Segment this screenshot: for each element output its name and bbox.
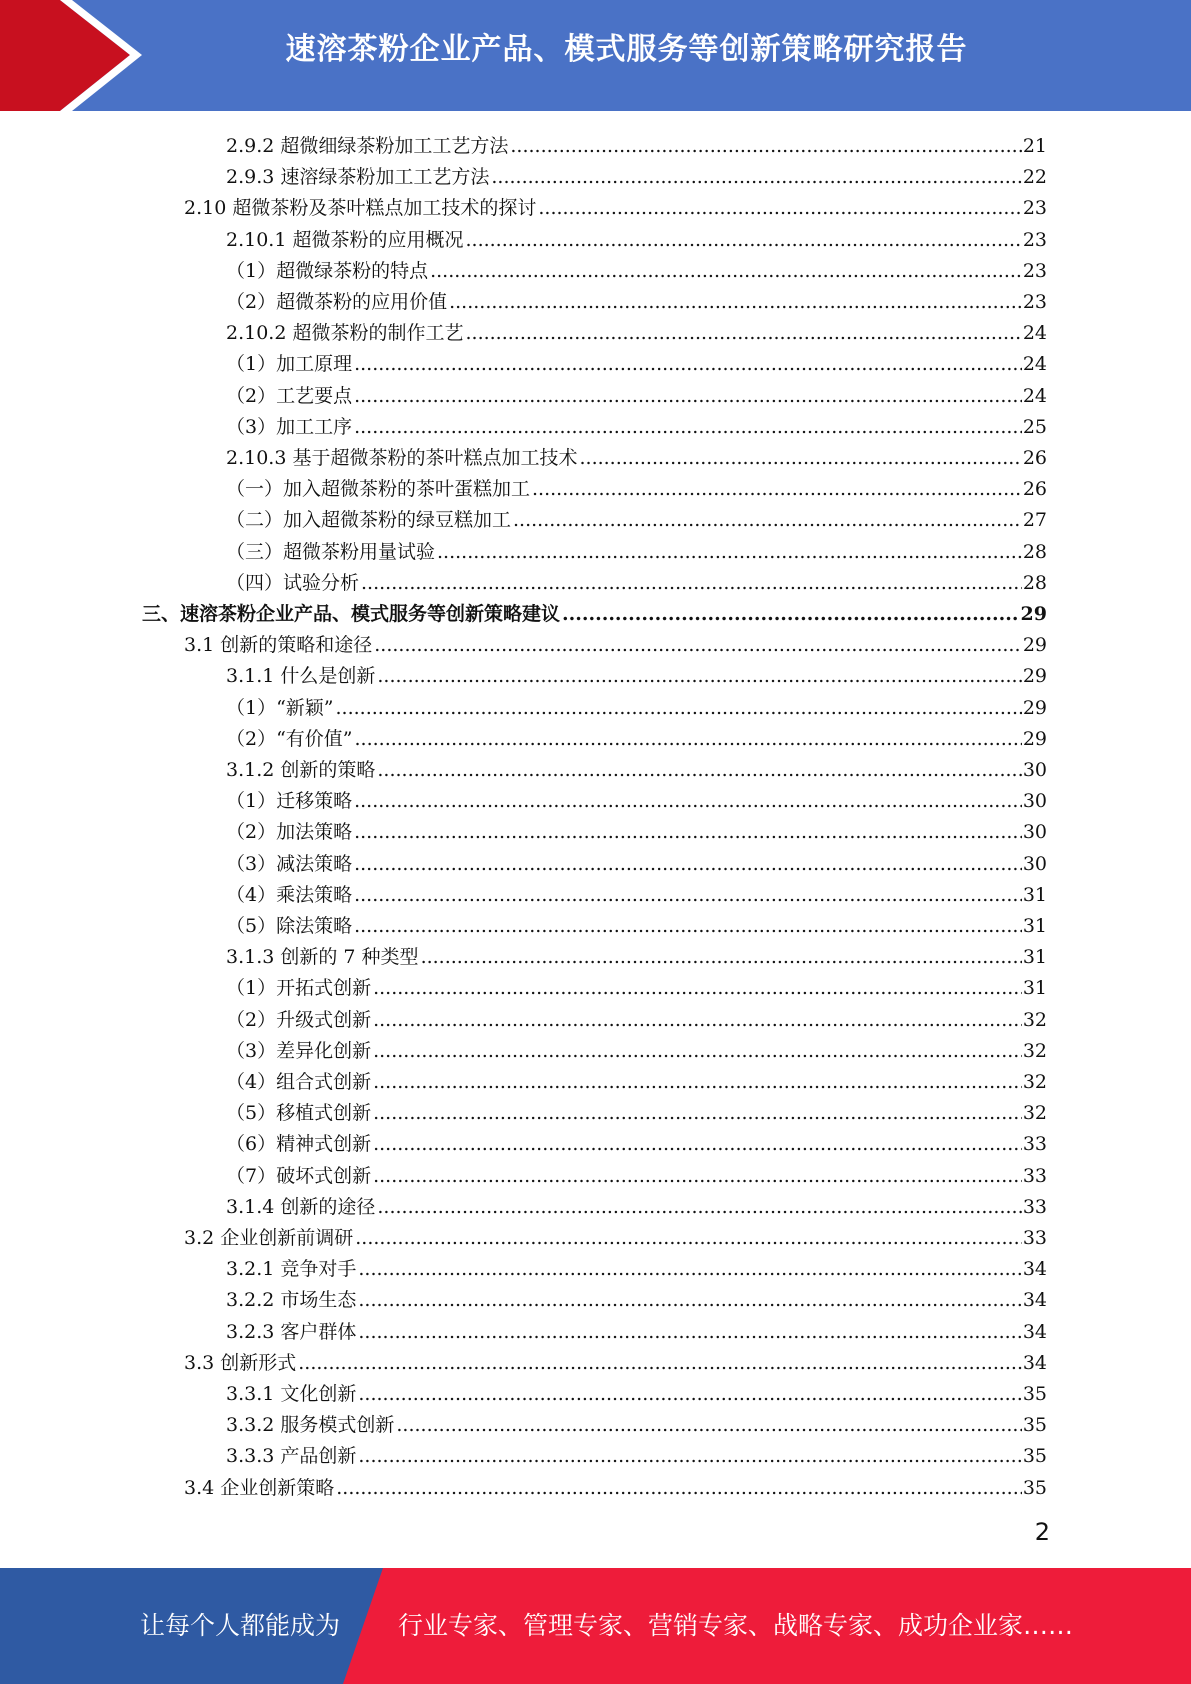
toc-dot-leader: [532, 477, 1022, 501]
toc-entry-label: （3）加工工序: [226, 415, 353, 438]
toc-dot-leader: [377, 664, 1021, 688]
toc-entry-label: （7）破坏式创新: [226, 1164, 372, 1187]
toc-dot-leader: [354, 820, 1022, 844]
toc-entry[interactable]: [226, 1125, 1047, 1156]
toc-entry-label: （四）试验分析: [226, 571, 360, 594]
toc-entry[interactable]: [184, 1469, 1047, 1500]
toc-entry-label: （二）加入超微茶粉的绿豆糕加工: [226, 509, 512, 532]
toc-dot-leader: [358, 1257, 1021, 1281]
toc-entry-label: （5）移植式创新: [226, 1102, 372, 1125]
toc-entry-page: 23: [1022, 259, 1047, 282]
toc-entry-page: 35: [1022, 1383, 1047, 1405]
toc-dot-leader: [449, 290, 1022, 314]
toc-entry[interactable]: [184, 1219, 1047, 1250]
toc-entry-page: 26: [1022, 447, 1047, 469]
toc-entry-label: 2.10.2 超微茶粉的制作工艺: [226, 322, 464, 345]
toc-entry[interactable]: [142, 595, 1047, 626]
page-footer: [0, 1568, 1191, 1684]
toc-entry-page: 34: [1022, 1351, 1047, 1374]
toc-dot-leader: [354, 789, 1022, 813]
toc-dot-leader: [358, 1444, 1021, 1468]
toc-entry-label: （1）加工原理: [226, 353, 353, 376]
toc-entry[interactable]: [226, 252, 1047, 283]
toc-dot-leader: [373, 1101, 1022, 1125]
toc-entry-page: 31: [1022, 883, 1047, 906]
toc-dot-leader: [465, 321, 1021, 345]
toc-entry[interactable]: [226, 813, 1047, 844]
toc-entry-page: 33: [1022, 1227, 1047, 1249]
toc-dot-leader: [358, 1320, 1021, 1344]
toc-dot-leader: [336, 1476, 1022, 1500]
toc-entry-page: 28: [1022, 540, 1047, 563]
toc-entry-page: 29: [1022, 696, 1047, 719]
toc-dot-leader: [538, 196, 1021, 220]
toc-dot-leader: [373, 1070, 1022, 1094]
toc-entry-page: 31: [1022, 977, 1047, 1000]
toc-dot-leader: [510, 134, 1021, 158]
toc-entry[interactable]: [226, 1250, 1047, 1281]
toc-entry-label: （2）超微茶粉的应用价值: [226, 291, 448, 313]
toc-entry-label: （一）加入超微茶粉的茶叶蛋糕加工: [226, 478, 531, 501]
toc-entry-label: 3.3.1 文化创新: [226, 1383, 357, 1405]
toc-entry-page: 35: [1022, 1445, 1047, 1468]
toc-entry[interactable]: [226, 845, 1047, 876]
toc-entry[interactable]: [184, 626, 1047, 657]
toc-dot-leader: [374, 633, 1022, 657]
toc-entry[interactable]: [226, 127, 1047, 158]
footer-slogan-left: 让每个人都能成为: [140, 1611, 341, 1640]
toc-entry-page: 33: [1022, 1195, 1047, 1218]
toc-entry-label: （1）开拓式创新: [226, 977, 372, 1000]
toc-entry[interactable]: [226, 408, 1047, 439]
toc-entry-page: 24: [1022, 384, 1047, 407]
toc-entry[interactable]: [226, 1032, 1047, 1063]
toc-dot-leader: [354, 384, 1022, 408]
toc-entry-page: 26: [1022, 478, 1047, 501]
toc-entry-label: （2）工艺要点: [226, 384, 353, 407]
toc-entry-page: 31: [1022, 915, 1047, 937]
toc-entry[interactable]: [226, 1094, 1047, 1125]
toc-entry[interactable]: [226, 314, 1047, 345]
toc-entry[interactable]: [226, 158, 1047, 189]
toc-dot-leader: [373, 1039, 1022, 1063]
toc-entry-page: 29: [1022, 634, 1047, 657]
toc-entry-label: 2.9.3 速溶绿茶粉加工工艺方法: [226, 166, 490, 189]
toc-entry[interactable]: [226, 689, 1047, 720]
toc-entry-label: 3.2.3 客户群体: [226, 1320, 357, 1343]
toc-entry-page: 34: [1022, 1289, 1047, 1312]
toc-entry-label: 3.1 创新的策略和途径: [184, 634, 373, 657]
toc-entry[interactable]: [226, 1406, 1047, 1437]
toc-entry-page: 27: [1022, 509, 1047, 532]
toc-entry[interactable]: [226, 720, 1047, 751]
toc-entry-label: （4）乘法策略: [226, 883, 353, 906]
toc-entry-label: （1）迁移策略: [226, 790, 353, 813]
toc-entry-page: 23: [1022, 197, 1047, 220]
toc-entry[interactable]: [226, 782, 1047, 813]
toc-dot-leader: [336, 696, 1022, 720]
toc-entry[interactable]: [226, 221, 1047, 252]
toc-entry[interactable]: [226, 907, 1047, 938]
toc-entry-page: 32: [1022, 1039, 1047, 1062]
toc-entry[interactable]: [226, 501, 1047, 532]
toc-entry-page: 34: [1022, 1320, 1047, 1343]
toc-entry-page: 30: [1022, 852, 1047, 875]
toc-entry-label: 2.10.1 超微茶粉的应用概况: [226, 228, 464, 251]
toc-entry[interactable]: [226, 1001, 1047, 1032]
toc-entry-page: 29: [1020, 603, 1047, 625]
toc-entry-page: 25: [1022, 415, 1047, 438]
toc-entry-page: 23: [1022, 291, 1047, 313]
toc-dot-leader: [373, 1132, 1022, 1156]
toc-entry-label: 3.3.3 产品创新: [226, 1445, 357, 1468]
toc-entry-label: 3.1.1 什么是创新: [226, 665, 376, 688]
toc-dot-leader: [513, 508, 1022, 532]
page-number: 2: [1034, 1518, 1050, 1546]
toc-entry[interactable]: [226, 876, 1047, 907]
toc-dot-leader: [377, 1195, 1021, 1219]
toc-entry-label: （1）“新颖”: [226, 696, 334, 719]
toc-entry-label: （1）超微绿茶粉的特点: [226, 259, 429, 282]
toc-entry-label: 3.3 创新形式: [184, 1351, 297, 1374]
toc-entry-label: （2）加法策略: [226, 821, 353, 844]
toc-entry[interactable]: [226, 1375, 1047, 1406]
toc-entry-page: 23: [1022, 228, 1047, 251]
toc-entry-label: 2.10.3 基于超微茶粉的茶叶糕点加工技术: [226, 447, 578, 469]
toc-dot-leader: [373, 976, 1022, 1000]
toc-dot-leader: [358, 1288, 1021, 1312]
toc-entry[interactable]: [226, 969, 1047, 1000]
toc-entry-label: 3.1.4 创新的途径: [226, 1195, 376, 1218]
toc-entry-label: 2.9.2 超微细绿茶粉加工工艺方法: [226, 135, 509, 157]
toc-dot-leader: [377, 758, 1021, 782]
toc-dot-leader: [354, 852, 1022, 876]
toc-dot-leader: [430, 259, 1022, 283]
toc-dot-leader: [373, 1008, 1022, 1032]
toc-entry-page: 24: [1022, 322, 1047, 345]
toc-entry-label: （3）减法策略: [226, 852, 353, 875]
toc-entry-label: 2.10 超微茶粉及茶叶糕点加工技术的探讨: [184, 197, 537, 220]
toc-dot-leader: [354, 415, 1022, 439]
toc-entry-page: 33: [1022, 1133, 1047, 1156]
toc-entry-page: 35: [1022, 1414, 1047, 1437]
toc-dot-leader: [465, 228, 1021, 252]
toc-entry[interactable]: [226, 938, 1047, 969]
report-title: 速溶茶粉企业产品、模式服务等创新策略研究报告: [285, 32, 968, 67]
toc-dot-leader: [373, 1164, 1022, 1188]
toc-dot-leader: [354, 914, 1022, 938]
toc-entry[interactable]: [226, 657, 1047, 688]
toc-entry[interactable]: [226, 1437, 1047, 1468]
toc-entry-label: （6）精神式创新: [226, 1133, 372, 1156]
toc-entry[interactable]: [226, 345, 1047, 376]
toc-entry-label: 3.2.1 竞争对手: [226, 1258, 357, 1281]
toc-entry-page: 32: [1022, 1008, 1047, 1031]
toc-entry[interactable]: [226, 533, 1047, 564]
toc-dot-leader: [437, 540, 1022, 564]
toc-dot-leader: [358, 1382, 1021, 1406]
toc-dot-leader: [354, 352, 1022, 376]
footer-slogan-right: 行业专家、管理专家、营销专家、战略专家、成功企业家……: [398, 1611, 1074, 1640]
toc-dot-leader: [562, 602, 1020, 626]
toc-entry[interactable]: [226, 470, 1047, 501]
toc-entry-label: 3.4 企业创新策略: [184, 1476, 335, 1499]
toc-entry-label: 三、速溶茶粉企业产品、模式服务等创新策略建议: [142, 603, 561, 625]
toc-entry-page: 29: [1022, 727, 1047, 750]
toc-entry-label: （2）升级式创新: [226, 1008, 372, 1031]
toc-entry-page: 31: [1022, 946, 1047, 969]
toc-entry-label: 3.1.3 创新的 7 种类型: [226, 946, 419, 969]
toc-entry-page: 30: [1022, 821, 1047, 844]
toc-dot-leader: [396, 1413, 1021, 1437]
toc-dot-leader: [355, 727, 1022, 751]
toc-entry[interactable]: [184, 189, 1047, 220]
toc-entry[interactable]: [226, 1157, 1047, 1188]
toc-entry[interactable]: [226, 564, 1047, 595]
toc-entry-label: （4）组合式创新: [226, 1071, 372, 1093]
toc-entry-label: 3.3.2 服务模式创新: [226, 1414, 395, 1437]
toc-entry[interactable]: [226, 283, 1047, 314]
toc-entry-label: 3.1.2 创新的策略: [226, 759, 376, 781]
page-header: [0, 0, 1191, 111]
toc-entry[interactable]: [226, 1281, 1047, 1312]
toc-entry-page: 33: [1022, 1164, 1047, 1187]
toc-entry[interactable]: [184, 1344, 1047, 1375]
toc-entry-label: 3.2 企业创新前调研: [184, 1227, 354, 1249]
toc-dot-leader: [298, 1351, 1022, 1375]
toc-entry-label: （2）“有价值”: [226, 727, 353, 750]
toc-dot-leader: [421, 945, 1022, 969]
toc-entry[interactable]: [226, 377, 1047, 408]
toc-entry-page: 30: [1022, 790, 1047, 813]
toc-entry-page: 34: [1022, 1258, 1047, 1281]
toc-entry-page: 21: [1022, 135, 1047, 157]
toc-dot-leader: [361, 571, 1022, 595]
toc-entry[interactable]: [226, 1063, 1047, 1094]
toc-entry-page: 22: [1022, 166, 1047, 189]
toc-entry-page: 30: [1022, 759, 1047, 781]
toc-entry-page: 24: [1022, 353, 1047, 376]
toc-dot-leader: [491, 165, 1021, 189]
toc-entry-page: 32: [1022, 1102, 1047, 1125]
toc-entry-label: （三）超微茶粉用量试验: [226, 540, 436, 563]
toc-entry[interactable]: [226, 1188, 1047, 1219]
toc-entry-page: 29: [1022, 665, 1047, 688]
toc-entry-label: （5）除法策略: [226, 915, 353, 937]
toc-entry-label: （3）差异化创新: [226, 1039, 372, 1062]
toc-dot-leader: [354, 883, 1022, 907]
toc-dot-leader: [355, 1226, 1022, 1250]
toc-entry-label: 3.2.2 市场生态: [226, 1289, 357, 1312]
toc-entry-page: 28: [1022, 571, 1047, 594]
toc-entry[interactable]: [226, 751, 1047, 782]
toc-entry[interactable]: [226, 1313, 1047, 1344]
toc-dot-leader: [579, 446, 1021, 470]
toc-entry-page: 32: [1022, 1071, 1047, 1093]
toc-entry[interactable]: [226, 439, 1047, 470]
toc-entry-page: 35: [1022, 1476, 1047, 1499]
